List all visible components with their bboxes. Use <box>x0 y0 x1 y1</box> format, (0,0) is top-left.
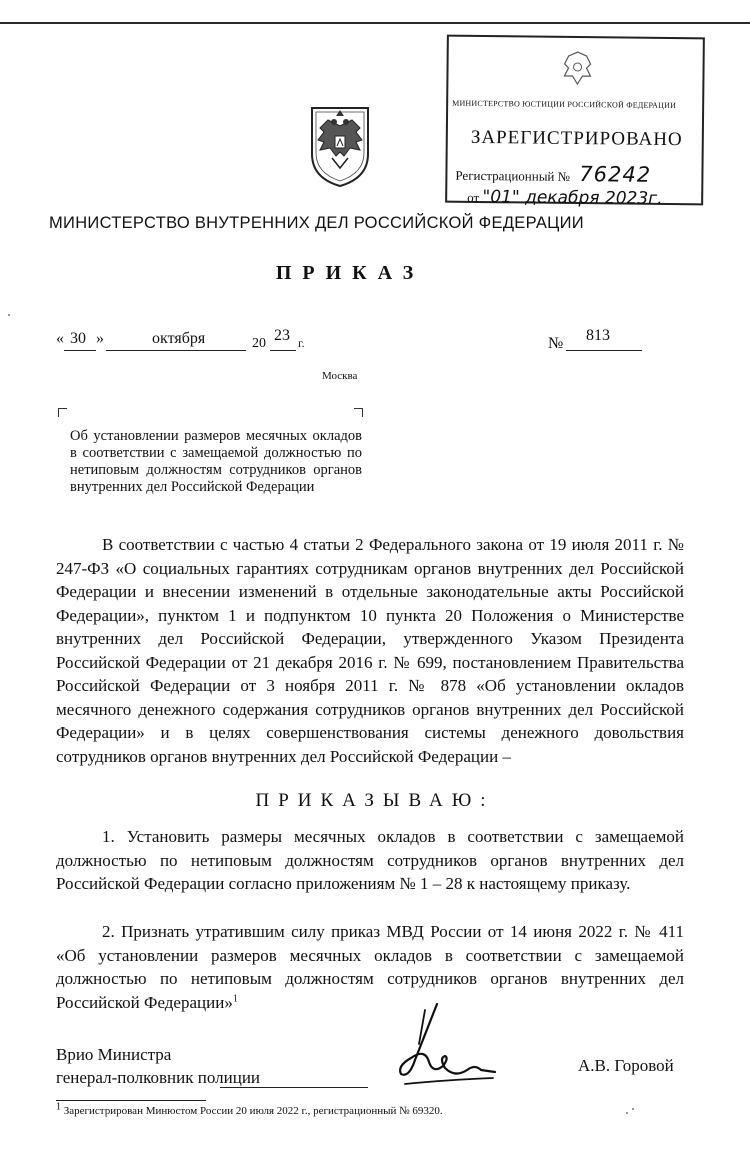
stamp-reg-number-line <box>455 161 651 187</box>
scan-speck <box>632 1108 634 1110</box>
order-point-2 <box>56 920 684 1014</box>
scan-speck <box>626 1112 628 1114</box>
date-quote-close: » <box>96 330 104 347</box>
order-verb: ПРИКАЗЫВАЮ: <box>255 790 495 811</box>
stamp-status: ЗАРЕГИСТРИРОВАНО <box>470 126 683 151</box>
stamp-ministry-text: МИНИСТЕРСТВО ЮСТИЦИИ РОССИЙСКОЙ ФЕДЕРАЦИИ <box>452 98 677 111</box>
registration-stamp <box>445 35 705 209</box>
preamble-paragraph: В соответствии с частью 4 статьи 2 Федерального закона от 19 июля 2011 г. № 247-ФЗ «О социальных гарантиях сотрудникам органов внутренних дел Российской Федерации и внесении изменений в отдельные законодательные акты Российской Федерации», пунктом 1 и подпунктом 10 пункта 20 Положения о Министерстве внутренних дел Российской Федерации, утвержденного Указом Президента Российской Федерации от 21 декабря 2016 г. № 699, постановлением Правительства Российской Федерации от 3 ноября 2011 г. № 878 «Об установлении окладов месячного денежного содержания сотрудников органов внутренних дел Российской Федерации» и в целях совершенствования системы денежного довольствия сотрудников органов внутренних дел Российской Федерации – <box>56 535 684 766</box>
document-type-title: ПРИКАЗ <box>275 262 425 284</box>
year-underline <box>270 350 296 351</box>
number-underline <box>566 350 642 351</box>
footnote-rule <box>56 1100 206 1101</box>
subject-corner-top-right <box>354 408 363 417</box>
footnote-text: Зарегистрирован Минюстом России 20 июля 2022 г., регистрационный № 69320. <box>63 1105 443 1117</box>
signer-position-line1: Врио Министра <box>56 1045 172 1064</box>
stamp-emblem-icon <box>556 46 598 88</box>
order-city: Москва <box>322 370 358 382</box>
year-abbr: г. <box>298 336 305 350</box>
stamp-date-value: "01" декабря 2023г. <box>482 187 663 209</box>
number-label: № <box>548 335 564 352</box>
signer-position-line2: генерал-полковник полиции <box>56 1068 261 1087</box>
order-point-1: 1. Установить размеры месячных окладов в соответствии с замещаемой должностью по нетиповым должностям сотрудников органов внутренних дел Российской Федерации согласно приложениям № 1 – 28 к настоящему приказу. <box>56 827 684 893</box>
day-underline <box>64 350 96 351</box>
subject-corner-top-left <box>58 408 67 417</box>
coat-of-arms-emblem <box>306 102 374 188</box>
date-quote-open: « <box>56 330 64 347</box>
stamp-date-prefix: от <box>467 189 480 206</box>
order-number: 813 <box>586 327 610 344</box>
scan-speck <box>8 314 10 316</box>
scan-top-edge <box>0 22 750 24</box>
month-underline <box>106 350 246 351</box>
stamp-date-line <box>467 187 663 209</box>
order-day: 30 <box>70 330 86 347</box>
order-point-2-text: 2. Признать утратившим силу приказ МВД России от 14 июня 2022 г. № 411 «Об установлении размеров месячных окладов в соответствии с замещаемой должностью по нетиповым должностям сотрудников органов внутренних дел Российской Федерации» <box>56 922 684 1012</box>
stamp-reg-label: Регистрационный № <box>455 167 571 184</box>
footnote-mark: 1 <box>56 1101 61 1113</box>
signer-name: А.В. Горовой <box>578 1056 674 1075</box>
signer-position <box>56 1043 260 1089</box>
footnote <box>56 1101 443 1117</box>
year-suffix: 23 <box>274 327 290 344</box>
ministry-title: МИНИСТЕРСТВО ВНУТРЕННИХ ДЕЛ РОССИЙСКОЙ ФЕДЕРАЦИИ <box>49 214 584 232</box>
order-month: октября <box>152 330 206 347</box>
stamp-reg-number: 76242 <box>579 162 652 187</box>
signature-line <box>220 1087 368 1088</box>
year-prefix: 20 <box>252 336 266 351</box>
handwritten-signature <box>385 1000 505 1090</box>
footnote-reference: 1 <box>232 992 238 1004</box>
order-subject: Об установлении размеров месячных окладов в соответствии с замещаемой должностью по нетиповым должностям сотрудников органов внутренних дел Российской Федерации <box>70 428 362 495</box>
